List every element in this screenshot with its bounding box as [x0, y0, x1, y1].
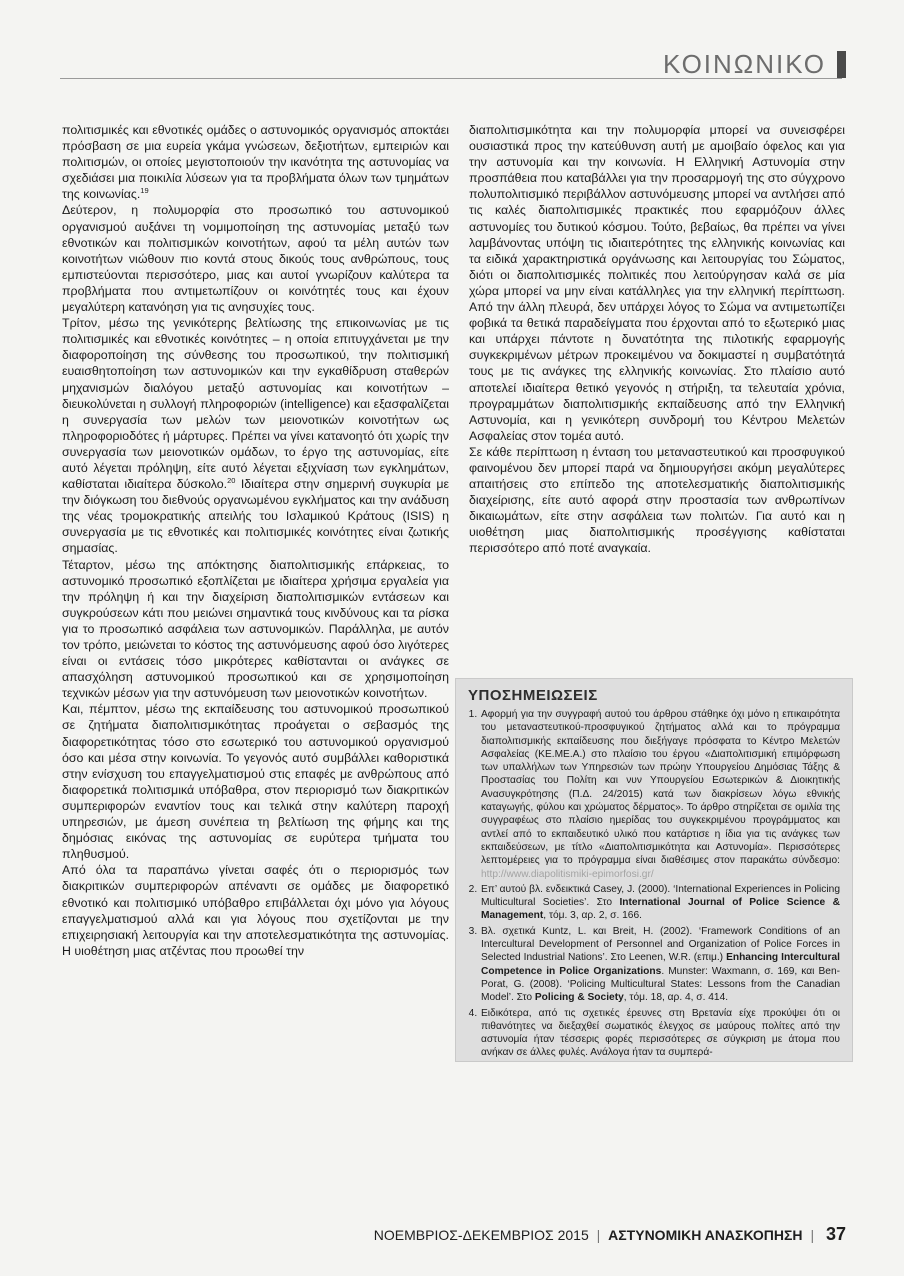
paragraph: Τρίτον, μέσω της γενικότερης βελτίωσης της επικοινωνίας με τις πολιτισμικές και εθνοτικές κοινότητες – η οποία επιτυγχάνεται με την διαφοροποίηση της σύνθεσης του προσωπικού, την πολιτισμική ευαισθητοποίηση των αστυνομικών και την εγκαθίδρυση σταθερών μηχανισμών διαλόγου μεταξύ αστυνομίας και κοινοτήτων – διευκολύνεται η συλλογή πληροφοριών (intelligence) και εξασφαλίζεται η συνεργασία των μελών των μειονοτικών κοινοτήτων ως πληροφοριοδότες ή μάρτυρες. Πρέπει να γίνει κατανοητό ότι χωρίς την συνεργασία των μειονοτικών ομάδων, το έργο της αστυνομίας, είτε αυτό λέγεται πρόληψη, είτε αυτό λέγεται εξιχνίαση των εγκλημάτων, καθίσταται ιδιαίτερα δύσκολο.$^{20}$ Ιδιαίτερα στην σημερινή συγκυρία με την διόγκωση του διεθνούς οργανωμένου εγκλήματος και την ανάδυση της νέας τρομοκρατικής απειλής του Ισλαμικού Κράτους (ISIS) η συνεργασία με τις εθνοτικές και πολιτισμικές κοινότητες είναι ζωτικής σημασίας.: [62, 316, 449, 556]
issue-date: ΝΟΕΜΒΡΙΟΣ-ΔΕΚΕΜΒΡΙΟΣ 2015: [373, 1227, 589, 1243]
footnotes-title: ΥΠΟΣΗΜΕΙΩΣΕΙΣ: [468, 687, 598, 704]
paragraph: Από όλα τα παραπάνω γίνεται σαφές ότι ο περιορισμός των διακριτικών συμπεριφορών απέναντι σε ομάδες με διαφορετικό εθνοτικό και πολιτισμικό υπόβαθρο επιβάλλεται όχι μόνο για λόγους επαγγελματισμού αλλά και για λόγους που σχετίζονται με την επιχειρησιακή λειτουργία και την αποτελεσματικότητα της αστυνομίας. Η υιοθέτηση μιας ατζέντας που προωθεί την: [62, 863, 449, 958]
right-column: [469, 122, 845, 557]
section-bar: [837, 51, 846, 78]
footnotes-box: [455, 678, 853, 1062]
section-label: ΚΟΙΝΩΝΙΚΟ: [663, 49, 826, 79]
footnote-ref: 19: [140, 186, 149, 196]
footnote-ref: 20: [227, 475, 236, 485]
footnote-3: 3. Βλ. σχετικά Kuntz, L. και Breit, H. (2002). ‘Framework Conditions of an Intercultural Development of Personnel and Organization of Police Forces in Selected Industrial Nations’. Στο Leenen, W.R. (επιμ.) Enhancing Intercultural Competence in Police Organizations. Munster: Waxmann, σ. 169, και Ben-Porat, G. (2008). ‘Policing Multicultural States: Lessons from the Canadian Model’. Στο Policing & Society, τόμ. 18, αρ. 4, σ. 414.: [480, 925, 840, 1005]
magazine-name: ΑΣΤΥΝΟΜΙΚΗ ΑΝΑΣΚΟΠΗΣΗ: [608, 1227, 803, 1243]
footnote-1: 1. Αφορμή για την συγγραφή αυτού του άρθρου στάθηκε όχι μόνο η επικαιρότητα του μεταναστευτικού-προσφυγικού ζητήματος αλλά και το πρόγραμμα διαπολιτισμικής εκπαίδευσης που διεξήγαγε πρόσφατα το Κέντρο Μελετών Ασφαλείας (ΚΕ.ΜΕ.Α.) στο πλαίσιο του έργου «Διαπολιτισμική επιμόρφωση των υπαλλήλων των Υπηρεσιών των πρώην Υπουργείου Δημόσιας Τάξης & Προστασίας του Πολίτη και νυν Υπουργείου Εσωτερικών & Διοικητικής Ανασυγκρότησης (Π.Δ. 24/2015) κατά των διακρίσεων λόγω εθνικής καταγωγής, φύλου και χρώματος δέρματος». Το άρθρο στηρίζεται σε ομιλία της συγγραφέως στο πλαίσιο ημερίδας του συγκεκριμένου προγράμματος και αντλεί από το εκπαιδευτικό υλικό που κατάρτισε η ίδια για τις ανάγκες των εκπαιδεύσεων, με τίτλο «Διαπολιτισμικότητα και Αστυνομία». Περισσότερες λεπτομέρειες για το πρόγραμμα είναι διαθέσιμες στον παρακάτω σύνδεσμο: http://www.diapolitismiki-epimorfosi.gr/: [480, 708, 840, 881]
paragraph: διαπολιτισμικότητα και την πολυμορφία μπορεί να συνεισφέρει ουσιαστικά προς την κατεύθυνση αυτή με αμοιβαίο όφελος και για την αστυνομία και την κοινωνία. Η Ελληνική Αστυνομία στην προσπάθεια που καταβάλλει για την προσαρμογή της στο σύγχρονο πολυπολιτισμικό περιβάλλον αστυνόμευσης μπορεί να αντλήσει από τις καλές διαπολιτισμικές πρακτικές που εφαρμόζουν άλλες αστυνομίες του δυτικού κόσμου. Τούτο, βεβαίως, θα πρέπει να γίνει λαμβάνοντας υπόψη τις ιδιαιτερότητες της ελληνικής κοινωνίας και τα ειδικά χαρακτηριστικά οργάνωσης και λειτουργίας του Σώματος, διότι οι διαπολιτισμικές πολιτικές που λειτούργησαν καλά σε μία χώρα μπορεί να μην είναι κατάλληλες για την ελληνική περίπτωση. Από την άλλη πλευρά, δεν υπάρχει λόγος το Σώμα να αντιμετωπίζει φοβικά τα θετικά παραδείγματα που έρχονται από το εξωτερικό μιας και υπάρχει πάντοτε η δυνατότητα της πιλοτικής εφαρμογής συγκεκριμένων μέτρων προκειμένου να δοκιμαστεί η συμβατότητά τους με τις ανάγκες της ελληνικής κοινωνίας. Στο πλαίσιο αυτό αποτελεί ιδιαίτερα θετικό γεγονός η στήριξη, τα τελευταία χρόνια, προγραμμάτων διαπολιτισμικής εκπαίδευσης από την Ελληνική Αστυνομία, και η γενικότερη συνδρομή του Κέντρου Μελετών Ασφαλείας στον τομέα αυτό.: [469, 123, 845, 443]
paragraph: Και, πέμπτον, μέσω της εκπαίδευσης του αστυνομικού προσωπικού σε ζητήματα διαπολιτισμικότητας προάγεται ο σεβασμός της διαφορετικότητας τόσο στο εσωτερικό του αστυνομικού οργανισμού όσο και μέσα στην κοινωνία. Το γεγονός αυτό συμβάλλει καθοριστικά στην ενίσχυση του επαγγελματισμού στις επαφές με ανθρώπους από διαφορετικά πολιτισμικά υπόβαθρα, στον περιορισμό των διακριτικών συμπεριφορών εναντίον τους και τελικά στην καλύτερη παροχή υπηρεσιών, με άμεση συνέπεια τη βελτίωση της φήμης και της δημόσιας εικόνας της αστυνομίας σε ευρύτερα τμήματα του πληθυσμού.: [62, 702, 449, 862]
paragraph: Δεύτερον, η πολυμορφία στο προσωπικό του αστυνομικού οργανισμού αυξάνει τη νομιμοποίηση της αστυνομίας μεταξύ των εθνοτικών και πολιτισμικών κοινοτήτων, αφού τα μέλη αυτών των κοινοτήτων νιώθουν πιο κοντά στους δικούς τους ανθρώπους, τους εμπιστεύονται περισσότερο, μιας και αυτοί γνωρίζουν καλύτερα τα προβλήματα που αντιμετωπίζουν οι κοινότητές τους και έχουν μεγαλύτερη κατανόηση για τις ανησυχίες τους.: [62, 203, 449, 315]
left-column: [62, 122, 449, 959]
page-footer: [374, 1224, 846, 1245]
page-number: 37: [825, 1224, 846, 1244]
paragraph: πολιτισμικές και εθνοτικές ομάδες ο αστυνομικός οργανισμός αποκτάει πρόσβαση σε μια ευρεία γκάμα γνώσεων, δεξιοτήτων, εμπειριών και πολιτισμών, οι οποίες μεγιστοποιούν την ικανότητα της αστυνομίας να σχεδιάσει μια ποικιλία λύσεων για τα προβλήματα όλων των τμημάτων της κοινωνίας.$^{19}$: [62, 123, 449, 202]
footer-separator: |: [596, 1227, 601, 1243]
footnote-link[interactable]: http://www.diapolitismiki-epimorfosi.gr/: [481, 868, 654, 880]
paragraph: Τέταρτον, μέσω της απόκτησης διαπολιτισμικής επάρκειας, το αστυνομικό προσωπικό εξοπλίζεται με ιδιαίτερα χρήσιμα εργαλεία για την πρόληψη ή και την διαχείριση διαπολιτισμικών εντάσεων και συγκρούσεων κάτι που μειώνει σημαντικά τους κινδύνους και τα ρίσκα για το προσωπικό ασφάλεια των αστυνομικών. Παράλληλα, με αυτόν τον τρόπο, μειώνεται το κόστος της αστυνόμευσης αφού όσο λιγότερες είναι οι εντάσεις τόσο μικρότερες καθίστανται οι ανάγκες σε απασχόληση αστυνομικού προσωπικού και σε χρησιμοποίηση τεχνικών μέσων για την αστυνόμευση των μειονοτικών κοινοτήτων.: [62, 557, 449, 701]
paragraph: Σε κάθε περίπτωση η ένταση του μεταναστευτικού και προσφυγικού φαινομένου δεν μπορεί παρά να δημιουργήσει ακόμη μεγαλύτερες απαιτήσεις στο επίπεδο της αποτελεσματικής διαπολιτισμικής διαχείρισης, είτε αυτό αφορά στην προστασία των ανθρωπίνων δικαιωμάτων, είτε στην ασφάλεια των πολιτών. Για αυτό και η υιοθέτηση μιας διαπολιτισμικής προσέγγισης καθίσταται περισσότερο από ποτέ αναγκαία.: [469, 444, 845, 556]
footer-separator: |: [810, 1227, 815, 1243]
footnote-4: 4. Ειδικότερα, από τις σχετικές έρευνες στη Βρετανία είχε προκύψει ότι οι πιθανότητες να διεξαχθεί σωματικός έλεγχος σε μαύρους πολίτες από την αστυνομία ήταν τέσσερις φορές περισσότερες σε σύγκριση με άτομα που ανήκαν σε άλλες φυλές. Ανάλογα ήταν τα συμπερά-: [480, 1007, 840, 1060]
footnotes-list: [456, 708, 852, 1060]
footnote-2: 2. Επ’ αυτού βλ. ενδεικτικά Casey, J. (2000). ‘International Experiences in Policing Multicultural Societies’. Στο International Journal of Police Science & Management, τόμ. 3, αρ. 2, σ. 166.: [480, 883, 840, 923]
